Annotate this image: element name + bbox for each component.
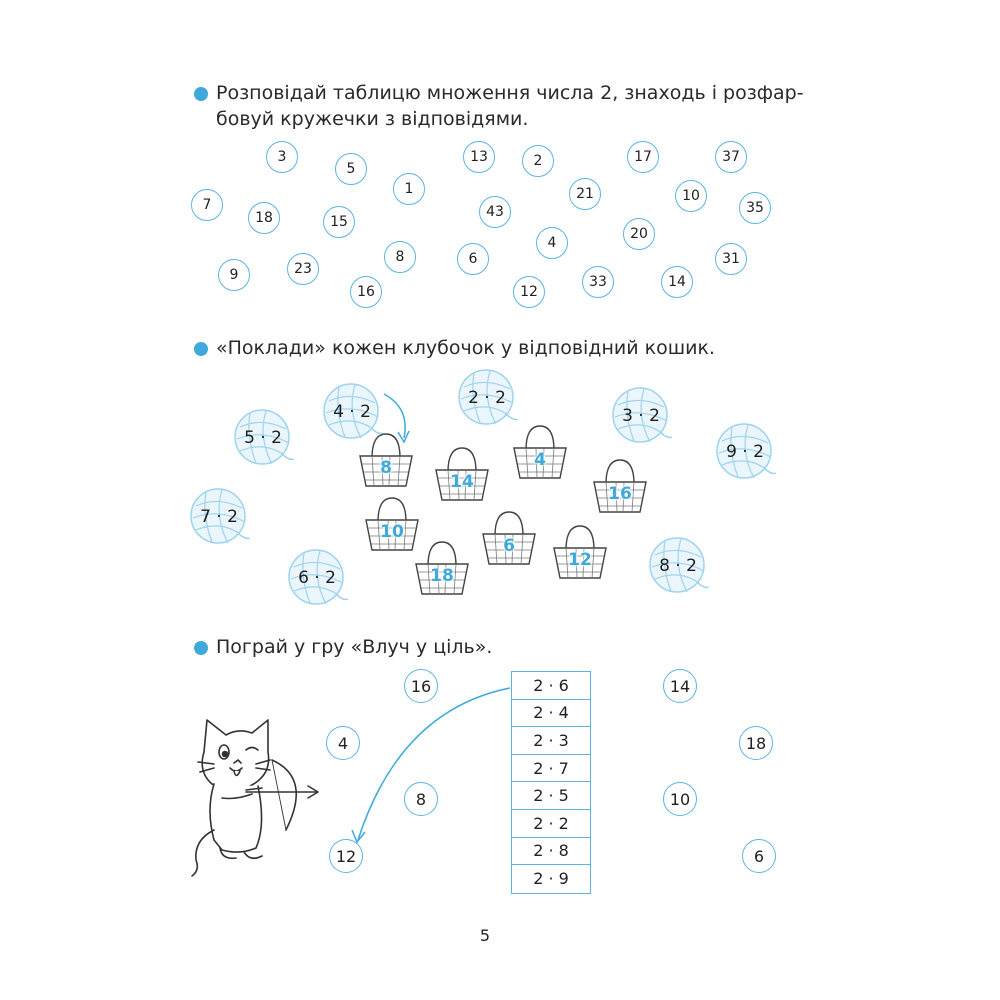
yarn-ball[interactable] xyxy=(184,482,254,552)
yarn-ball-label: 7 · 2 xyxy=(200,507,238,527)
expression-cell[interactable]: 2 · 2 xyxy=(512,810,590,838)
basket[interactable] xyxy=(510,422,570,484)
number-circle[interactable]: 6 xyxy=(457,243,489,275)
yarn-ball[interactable] xyxy=(643,531,713,601)
target-circle[interactable]: 18 xyxy=(739,726,773,760)
expression-cell[interactable]: 2 · 3 xyxy=(512,727,590,755)
number-circle[interactable]: 10 xyxy=(675,180,707,212)
yarn-ball-label: 4 · 2 xyxy=(333,402,371,422)
basket-label: 16 xyxy=(608,484,632,504)
number-circle[interactable]: 37 xyxy=(715,141,747,173)
yarn-ball-label: 6 · 2 xyxy=(298,568,336,588)
bullet-dot xyxy=(194,87,208,101)
yarn-ball-label: 5 · 2 xyxy=(244,428,282,448)
task3-instruction: Пограй у гру «Влуч у ціль». xyxy=(216,636,493,658)
expression-cell[interactable]: 2 · 5 xyxy=(512,782,590,810)
number-circle[interactable]: 33 xyxy=(582,266,614,298)
basket-label: 14 xyxy=(450,472,474,492)
basket[interactable] xyxy=(590,456,650,518)
target-circle[interactable]: 14 xyxy=(663,669,697,703)
number-circle[interactable]: 13 xyxy=(463,141,495,173)
target-circle[interactable]: 16 xyxy=(404,669,438,703)
number-circle[interactable]: 9 xyxy=(218,259,250,291)
target-circle[interactable]: 8 xyxy=(404,782,438,816)
target-circle[interactable]: 10 xyxy=(663,782,697,816)
number-circle[interactable]: 23 xyxy=(287,253,319,285)
basket-label: 10 xyxy=(380,522,404,542)
number-circle[interactable]: 35 xyxy=(739,192,771,224)
expression-table xyxy=(511,671,591,894)
task1-instruction-line1: Розповідай таблицю множення числа 2, знаходь і розфар- xyxy=(216,82,804,104)
expression-cell[interactable]: 2 · 9 xyxy=(533,869,569,889)
number-circle[interactable]: 1 xyxy=(393,173,425,205)
yarn-ball[interactable] xyxy=(228,403,298,473)
basket[interactable] xyxy=(412,538,472,600)
number-circle[interactable]: 5 xyxy=(335,153,367,185)
expression-cell[interactable]: 2 · 8 xyxy=(512,838,590,866)
target-circle[interactable]: 12 xyxy=(329,839,363,873)
number-circle[interactable]: 12 xyxy=(513,276,545,308)
number-circle[interactable]: 2 xyxy=(522,145,554,177)
target-circle[interactable]: 6 xyxy=(742,839,776,873)
number-circle[interactable]: 17 xyxy=(627,141,659,173)
basket-label: 18 xyxy=(430,566,454,586)
basket[interactable] xyxy=(356,430,416,492)
basket-label: 12 xyxy=(568,550,592,570)
basket[interactable] xyxy=(550,522,610,584)
number-circle[interactable]: 4 xyxy=(536,227,568,259)
number-circle[interactable]: 31 xyxy=(715,243,747,275)
basket[interactable] xyxy=(432,444,492,506)
basket-label: 4 xyxy=(534,450,546,470)
number-circle[interactable]: 8 xyxy=(384,241,416,273)
task1-instruction-line2: бовуй кружечки з відповідями. xyxy=(216,108,529,130)
number-circle[interactable]: 3 xyxy=(266,141,298,173)
number-circle[interactable]: 20 xyxy=(623,218,655,250)
yarn-ball[interactable] xyxy=(710,417,780,487)
yarn-ball-label: 8 · 2 xyxy=(659,556,697,576)
number-circle[interactable]: 16 xyxy=(350,276,382,308)
expression-cell[interactable]: 2 · 4 xyxy=(512,700,590,728)
page-number: 5 xyxy=(479,926,491,945)
number-circle[interactable]: 14 xyxy=(661,266,693,298)
task2-instruction: «Поклади» кожен клубочок у відповідний кошик. xyxy=(216,337,715,359)
yarn-ball-label: 3 · 2 xyxy=(622,406,660,426)
expression-cell[interactable]: 2 · 7 xyxy=(512,755,590,783)
number-circle[interactable]: 21 xyxy=(569,178,601,210)
bullet-dot xyxy=(194,342,208,356)
basket-label: 8 xyxy=(380,458,392,478)
yarn-ball-label: 2 · 2 xyxy=(468,388,506,408)
number-circle[interactable]: 7 xyxy=(191,189,223,221)
number-circle[interactable]: 15 xyxy=(323,206,355,238)
basket[interactable] xyxy=(479,508,539,570)
basket-label: 6 xyxy=(503,536,515,556)
number-circle[interactable]: 18 xyxy=(248,202,280,234)
yarn-ball[interactable] xyxy=(606,381,676,451)
yarn-ball[interactable] xyxy=(282,543,352,613)
bullet-dot xyxy=(194,641,208,655)
yarn-ball-label: 9 · 2 xyxy=(726,442,764,462)
number-circle[interactable]: 43 xyxy=(479,196,511,228)
expression-cell[interactable]: 2 · 6 xyxy=(512,672,590,700)
target-circle[interactable]: 4 xyxy=(326,726,360,760)
